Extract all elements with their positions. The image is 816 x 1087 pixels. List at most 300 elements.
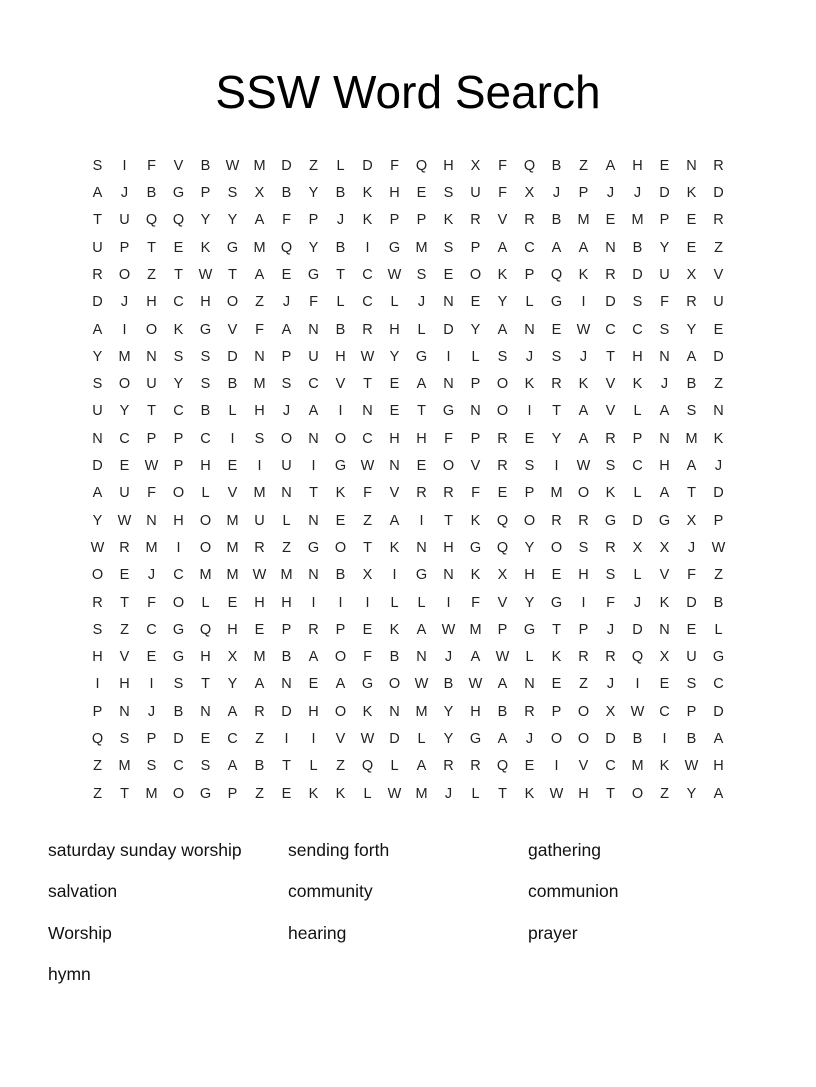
letter-cell[interactable]: V	[578, 758, 589, 775]
letter-cell[interactable]: O	[469, 267, 482, 283]
letter-cell[interactable]: B	[632, 239, 643, 256]
letter-cell[interactable]: Y	[659, 239, 670, 256]
letter-cell[interactable]: V	[605, 376, 616, 393]
letter-cell[interactable]: L	[282, 512, 291, 529]
letter-cell[interactable]: E	[119, 567, 130, 584]
letter-cell[interactable]: E	[119, 458, 130, 475]
letter-cell[interactable]: Q	[496, 539, 509, 556]
letter-cell[interactable]: K	[335, 785, 346, 802]
letter-cell[interactable]: B	[551, 212, 562, 229]
letter-cell[interactable]: T	[201, 676, 210, 693]
word-list-item[interactable]: community	[288, 881, 373, 902]
letter-cell[interactable]: R	[551, 376, 562, 393]
letter-cell[interactable]: E	[659, 157, 670, 174]
letter-cell[interactable]: I	[311, 731, 316, 748]
letter-cell[interactable]: N	[308, 567, 319, 584]
letter-cell[interactable]: J	[525, 731, 534, 748]
letter-cell[interactable]: U	[686, 649, 697, 666]
letter-cell[interactable]: Z	[255, 785, 264, 802]
letter-cell[interactable]: W	[414, 676, 429, 693]
letter-cell[interactable]: D	[389, 731, 400, 748]
letter-cell[interactable]: B	[200, 157, 211, 174]
letter-cell[interactable]: T	[147, 239, 156, 256]
letter-cell[interactable]: I	[554, 758, 559, 775]
letter-cell[interactable]: L	[336, 294, 345, 311]
letter-cell[interactable]: K	[713, 430, 724, 447]
letter-cell[interactable]: J	[525, 348, 534, 365]
letter-cell[interactable]: L	[417, 594, 426, 611]
letter-cell[interactable]: Z	[255, 731, 264, 748]
letter-cell[interactable]: C	[524, 239, 535, 256]
letter-cell[interactable]: C	[605, 321, 616, 338]
letter-cell[interactable]: B	[281, 185, 292, 202]
letter-cell[interactable]: S	[605, 458, 616, 475]
letter-cell[interactable]: R	[254, 703, 265, 720]
letter-cell[interactable]: U	[281, 458, 292, 475]
letter-cell[interactable]: F	[363, 649, 372, 666]
letter-cell[interactable]: G	[172, 185, 185, 202]
letter-cell[interactable]: R	[416, 485, 427, 502]
letter-cell[interactable]: A	[470, 649, 481, 666]
letter-cell[interactable]: E	[146, 649, 157, 666]
letter-cell[interactable]: S	[173, 348, 184, 365]
letter-cell[interactable]: H	[632, 157, 643, 174]
letter-cell[interactable]: V	[173, 157, 184, 174]
letter-cell[interactable]: H	[389, 430, 400, 447]
letter-cell[interactable]: E	[470, 294, 481, 311]
letter-cell[interactable]: L	[525, 294, 534, 311]
letter-cell[interactable]: U	[92, 239, 103, 256]
letter-cell[interactable]: R	[578, 512, 589, 529]
letter-cell[interactable]: Q	[361, 758, 374, 775]
letter-cell[interactable]: U	[254, 512, 265, 529]
letter-cell[interactable]: D	[659, 185, 670, 202]
letter-cell[interactable]: C	[632, 458, 643, 475]
letter-cell[interactable]: I	[392, 567, 397, 584]
letter-cell[interactable]: W	[684, 758, 699, 775]
letter-cell[interactable]: F	[498, 185, 507, 202]
letter-cell[interactable]: P	[173, 458, 184, 475]
letter-cell[interactable]: K	[659, 594, 670, 611]
letter-cell[interactable]: E	[497, 485, 508, 502]
letter-cell[interactable]: M	[226, 567, 239, 584]
letter-cell[interactable]: I	[662, 731, 667, 748]
letter-cell[interactable]: A	[578, 403, 589, 420]
letter-cell[interactable]: Y	[443, 703, 454, 720]
letter-cell[interactable]: K	[173, 321, 184, 338]
letter-cell[interactable]: A	[389, 512, 400, 529]
letter-cell[interactable]: I	[581, 594, 586, 611]
letter-cell[interactable]: A	[713, 731, 724, 748]
letter-cell[interactable]: T	[363, 539, 372, 556]
letter-cell[interactable]: V	[335, 376, 346, 393]
letter-cell[interactable]: M	[226, 539, 239, 556]
letter-cell[interactable]: L	[417, 731, 426, 748]
letter-cell[interactable]: C	[173, 294, 184, 311]
letter-cell[interactable]: A	[254, 212, 265, 229]
letter-cell[interactable]: I	[446, 348, 451, 365]
letter-cell[interactable]: I	[365, 594, 370, 611]
letter-cell[interactable]: B	[443, 676, 454, 693]
letter-cell[interactable]: H	[227, 621, 238, 638]
letter-cell[interactable]: Q	[631, 649, 644, 666]
letter-cell[interactable]: K	[524, 785, 535, 802]
letter-cell[interactable]: Z	[93, 785, 102, 802]
letter-cell[interactable]: V	[497, 212, 508, 229]
letter-cell[interactable]: X	[227, 649, 238, 666]
letter-cell[interactable]: U	[713, 294, 724, 311]
letter-cell[interactable]: Y	[227, 212, 238, 229]
letter-cell[interactable]: F	[471, 594, 480, 611]
letter-cell[interactable]: L	[525, 649, 534, 666]
letter-cell[interactable]: Y	[686, 321, 697, 338]
letter-cell[interactable]: J	[633, 185, 642, 202]
letter-cell[interactable]: T	[606, 785, 615, 802]
letter-cell[interactable]: R	[605, 267, 616, 283]
letter-cell[interactable]: O	[199, 539, 212, 556]
letter-cell[interactable]: D	[632, 621, 643, 638]
letter-cell[interactable]: X	[362, 567, 373, 584]
letter-cell[interactable]: V	[389, 485, 400, 502]
letter-cell[interactable]: H	[443, 157, 454, 174]
letter-cell[interactable]: R	[470, 758, 481, 775]
letter-cell[interactable]: N	[524, 321, 535, 338]
letter-cell[interactable]: W	[252, 567, 267, 584]
letter-cell[interactable]: L	[633, 567, 642, 584]
word-list-item[interactable]: prayer	[528, 922, 578, 943]
letter-cell[interactable]: K	[578, 376, 589, 393]
letter-cell[interactable]: K	[497, 267, 508, 283]
letter-cell[interactable]: J	[282, 294, 291, 311]
letter-cell[interactable]: A	[605, 157, 616, 174]
letter-cell[interactable]: O	[631, 785, 644, 802]
letter-cell[interactable]: A	[497, 676, 508, 693]
letter-cell[interactable]: I	[311, 594, 316, 611]
letter-cell[interactable]: V	[659, 567, 670, 584]
letter-cell[interactable]: P	[227, 785, 238, 802]
letter-cell[interactable]: E	[524, 430, 535, 447]
letter-cell[interactable]: M	[253, 376, 266, 393]
letter-cell[interactable]: M	[631, 758, 644, 775]
letter-cell[interactable]: P	[308, 212, 319, 229]
letter-cell[interactable]: W	[495, 649, 510, 666]
letter-cell[interactable]: H	[524, 567, 535, 584]
letter-cell[interactable]: L	[309, 758, 318, 775]
letter-cell[interactable]: E	[281, 785, 292, 802]
letter-cell[interactable]: C	[632, 321, 643, 338]
letter-cell[interactable]: L	[390, 594, 399, 611]
letter-cell[interactable]: S	[443, 185, 454, 202]
letter-cell[interactable]: V	[470, 458, 481, 475]
letter-cell[interactable]: S	[551, 348, 562, 365]
word-list-item[interactable]: sending forth	[288, 839, 390, 860]
letter-cell[interactable]: K	[308, 785, 319, 802]
letter-cell[interactable]: U	[119, 212, 130, 229]
letter-cell[interactable]: O	[577, 731, 590, 748]
letter-cell[interactable]: M	[253, 649, 266, 666]
letter-cell[interactable]: W	[198, 267, 213, 283]
letter-cell[interactable]: X	[659, 649, 670, 666]
letter-cell[interactable]: G	[388, 239, 401, 256]
letter-cell[interactable]: F	[390, 157, 399, 174]
letter-cell[interactable]: C	[119, 430, 130, 447]
letter-cell[interactable]: E	[308, 676, 319, 693]
letter-cell[interactable]: E	[389, 403, 400, 420]
letter-cell[interactable]: R	[524, 703, 535, 720]
letter-cell[interactable]: A	[659, 403, 670, 420]
letter-cell[interactable]: R	[524, 212, 535, 229]
letter-cell[interactable]: S	[416, 267, 427, 283]
letter-cell[interactable]: H	[416, 430, 427, 447]
letter-cell[interactable]: L	[471, 785, 480, 802]
letter-cell[interactable]: T	[552, 621, 561, 638]
letter-cell[interactable]: I	[230, 430, 235, 447]
letter-cell[interactable]: H	[470, 703, 481, 720]
letter-cell[interactable]: A	[335, 676, 346, 693]
letter-cell[interactable]: G	[307, 539, 320, 556]
word-list-item[interactable]: communion	[528, 881, 619, 902]
letter-cell[interactable]: U	[92, 403, 103, 420]
letter-cell[interactable]: O	[388, 676, 401, 693]
letter-cell[interactable]: X	[632, 539, 643, 556]
letter-cell[interactable]: P	[146, 430, 157, 447]
letter-cell[interactable]: K	[551, 649, 562, 666]
letter-cell[interactable]: A	[686, 458, 697, 475]
letter-cell[interactable]: A	[578, 239, 589, 256]
letter-cell[interactable]: B	[632, 731, 643, 748]
letter-cell[interactable]: A	[308, 649, 319, 666]
letter-cell[interactable]: J	[120, 185, 129, 202]
letter-cell[interactable]: I	[635, 676, 640, 693]
letter-cell[interactable]: X	[605, 703, 616, 720]
letter-cell[interactable]: M	[145, 785, 158, 802]
letter-cell[interactable]: B	[686, 731, 697, 748]
letter-cell[interactable]: N	[443, 567, 454, 584]
letter-cell[interactable]: E	[605, 212, 616, 229]
letter-cell[interactable]: P	[578, 185, 589, 202]
letter-cell[interactable]: Z	[714, 239, 723, 256]
letter-cell[interactable]: E	[551, 321, 562, 338]
letter-cell[interactable]: C	[173, 567, 184, 584]
letter-cell[interactable]: O	[550, 731, 563, 748]
letter-cell[interactable]: O	[334, 703, 347, 720]
letter-cell[interactable]: R	[92, 267, 103, 283]
letter-cell[interactable]: K	[578, 267, 589, 283]
letter-cell[interactable]: N	[119, 703, 130, 720]
letter-cell[interactable]: D	[92, 458, 103, 475]
letter-cell[interactable]: R	[92, 594, 103, 611]
letter-cell[interactable]: Y	[119, 403, 130, 420]
letter-cell[interactable]: Z	[255, 294, 264, 311]
letter-cell[interactable]: N	[659, 621, 670, 638]
letter-cell[interactable]: E	[227, 458, 238, 475]
letter-cell[interactable]: N	[686, 157, 697, 174]
letter-cell[interactable]: H	[578, 785, 589, 802]
letter-cell[interactable]: U	[146, 376, 157, 393]
letter-cell[interactable]: M	[199, 567, 212, 584]
letter-cell[interactable]: P	[686, 703, 697, 720]
letter-cell[interactable]: H	[389, 321, 400, 338]
letter-cell[interactable]: C	[362, 294, 373, 311]
letter-cell[interactable]: T	[363, 376, 372, 393]
letter-cell[interactable]: W	[576, 458, 591, 475]
letter-cell[interactable]: F	[498, 157, 507, 174]
letter-cell[interactable]: O	[523, 512, 536, 529]
letter-cell[interactable]: W	[360, 458, 375, 475]
letter-cell[interactable]: N	[362, 403, 373, 420]
letter-cell[interactable]: A	[578, 430, 589, 447]
letter-cell[interactable]: D	[281, 703, 292, 720]
word-list-item[interactable]: hymn	[48, 964, 91, 985]
letter-cell[interactable]: T	[606, 348, 615, 365]
letter-cell[interactable]: K	[470, 512, 481, 529]
letter-cell[interactable]: Q	[523, 157, 536, 174]
letter-cell[interactable]: N	[308, 430, 319, 447]
letter-cell[interactable]: Z	[336, 758, 345, 775]
letter-cell[interactable]: E	[362, 621, 373, 638]
letter-cell[interactable]: G	[469, 731, 482, 748]
letter-cell[interactable]: I	[122, 321, 127, 338]
letter-cell[interactable]: R	[308, 621, 319, 638]
letter-cell[interactable]: R	[605, 649, 616, 666]
letter-cell[interactable]: W	[441, 621, 456, 638]
letter-cell[interactable]: L	[633, 485, 642, 502]
letter-cell[interactable]: T	[120, 785, 129, 802]
letter-cell[interactable]: H	[173, 512, 184, 529]
letter-cell[interactable]: S	[281, 376, 292, 393]
letter-cell[interactable]: L	[714, 621, 723, 638]
letter-cell[interactable]: E	[551, 567, 562, 584]
letter-cell[interactable]: G	[523, 621, 536, 638]
letter-cell[interactable]: P	[416, 212, 427, 229]
letter-cell[interactable]: Y	[308, 239, 319, 256]
letter-cell[interactable]: D	[362, 157, 373, 174]
letter-cell[interactable]: O	[172, 785, 185, 802]
letter-cell[interactable]: O	[577, 703, 590, 720]
letter-cell[interactable]: R	[470, 212, 481, 229]
letter-cell[interactable]: H	[254, 594, 265, 611]
letter-cell[interactable]: R	[497, 430, 508, 447]
letter-cell[interactable]: B	[389, 649, 400, 666]
letter-cell[interactable]: L	[471, 348, 480, 365]
letter-cell[interactable]: P	[92, 703, 103, 720]
letter-cell[interactable]: K	[362, 703, 373, 720]
letter-cell[interactable]: L	[417, 321, 426, 338]
letter-cell[interactable]: N	[524, 676, 535, 693]
letter-cell[interactable]: B	[227, 376, 238, 393]
letter-cell[interactable]: B	[254, 758, 265, 775]
letter-cell[interactable]: Z	[93, 758, 102, 775]
letter-cell[interactable]: C	[146, 621, 157, 638]
letter-cell[interactable]: R	[362, 321, 373, 338]
letter-cell[interactable]: W	[711, 539, 726, 556]
letter-cell[interactable]: A	[659, 485, 670, 502]
letter-cell[interactable]: I	[149, 676, 154, 693]
letter-cell[interactable]: W	[630, 703, 645, 720]
letter-cell[interactable]: P	[659, 212, 670, 229]
letter-cell[interactable]: R	[605, 539, 616, 556]
letter-cell[interactable]: G	[334, 458, 347, 475]
letter-cell[interactable]: I	[446, 594, 451, 611]
letter-cell[interactable]: Q	[199, 621, 212, 638]
letter-cell[interactable]: P	[470, 376, 481, 393]
letter-cell[interactable]: J	[120, 294, 129, 311]
letter-cell[interactable]: A	[416, 621, 427, 638]
letter-cell[interactable]: B	[335, 567, 346, 584]
letter-cell[interactable]: S	[686, 676, 697, 693]
letter-cell[interactable]: E	[200, 731, 211, 748]
letter-cell[interactable]: O	[172, 485, 185, 502]
letter-cell[interactable]: O	[172, 594, 185, 611]
letter-cell[interactable]: H	[146, 294, 157, 311]
letter-cell[interactable]: H	[659, 458, 670, 475]
letter-cell[interactable]: N	[605, 239, 616, 256]
letter-cell[interactable]: A	[686, 348, 697, 365]
letter-cell[interactable]: J	[552, 185, 561, 202]
letter-cell[interactable]: R	[443, 485, 454, 502]
letter-cell[interactable]: D	[632, 267, 643, 283]
letter-cell[interactable]: G	[199, 785, 212, 802]
letter-cell[interactable]: E	[686, 212, 697, 229]
letter-cell[interactable]: E	[335, 512, 346, 529]
letter-cell[interactable]: G	[658, 512, 671, 529]
letter-cell[interactable]: H	[632, 348, 643, 365]
letter-cell[interactable]: Y	[470, 321, 481, 338]
letter-cell[interactable]: C	[200, 430, 211, 447]
letter-cell[interactable]: J	[444, 649, 453, 666]
letter-cell[interactable]: S	[119, 731, 130, 748]
letter-cell[interactable]: O	[118, 376, 131, 393]
letter-cell[interactable]: D	[173, 731, 184, 748]
letter-cell[interactable]: Q	[280, 239, 293, 256]
letter-cell[interactable]: F	[363, 485, 372, 502]
letter-cell[interactable]: Y	[686, 785, 697, 802]
letter-cell[interactable]: C	[713, 676, 724, 693]
letter-cell[interactable]: K	[200, 239, 211, 256]
letter-cell[interactable]: B	[335, 239, 346, 256]
letter-cell[interactable]: B	[200, 403, 211, 420]
letter-cell[interactable]: I	[311, 458, 316, 475]
letter-cell[interactable]: U	[659, 267, 670, 283]
letter-cell[interactable]: T	[120, 594, 129, 611]
letter-cell[interactable]: J	[687, 539, 696, 556]
letter-cell[interactable]: E	[416, 458, 427, 475]
letter-cell[interactable]: C	[173, 403, 184, 420]
letter-cell[interactable]: Y	[551, 430, 562, 447]
letter-cell[interactable]: K	[632, 376, 643, 393]
letter-cell[interactable]: M	[415, 703, 428, 720]
letter-cell[interactable]: Y	[200, 212, 211, 229]
letter-cell[interactable]: H	[200, 649, 211, 666]
letter-cell[interactable]: O	[118, 267, 131, 283]
letter-cell[interactable]: F	[147, 485, 156, 502]
letter-cell[interactable]: N	[146, 512, 157, 529]
letter-cell[interactable]: M	[226, 512, 239, 529]
letter-cell[interactable]: E	[281, 267, 292, 283]
letter-cell[interactable]: Z	[147, 267, 156, 283]
letter-cell[interactable]: Y	[173, 376, 184, 393]
letter-cell[interactable]: A	[416, 376, 427, 393]
letter-cell[interactable]: G	[172, 621, 185, 638]
letter-cell[interactable]: R	[713, 212, 724, 229]
letter-cell[interactable]: I	[365, 239, 370, 256]
letter-cell[interactable]: V	[335, 731, 346, 748]
letter-cell[interactable]: X	[686, 512, 697, 529]
letter-cell[interactable]: E	[227, 594, 238, 611]
letter-cell[interactable]: R	[443, 758, 454, 775]
letter-cell[interactable]: S	[173, 676, 184, 693]
letter-cell[interactable]: V	[713, 267, 724, 283]
